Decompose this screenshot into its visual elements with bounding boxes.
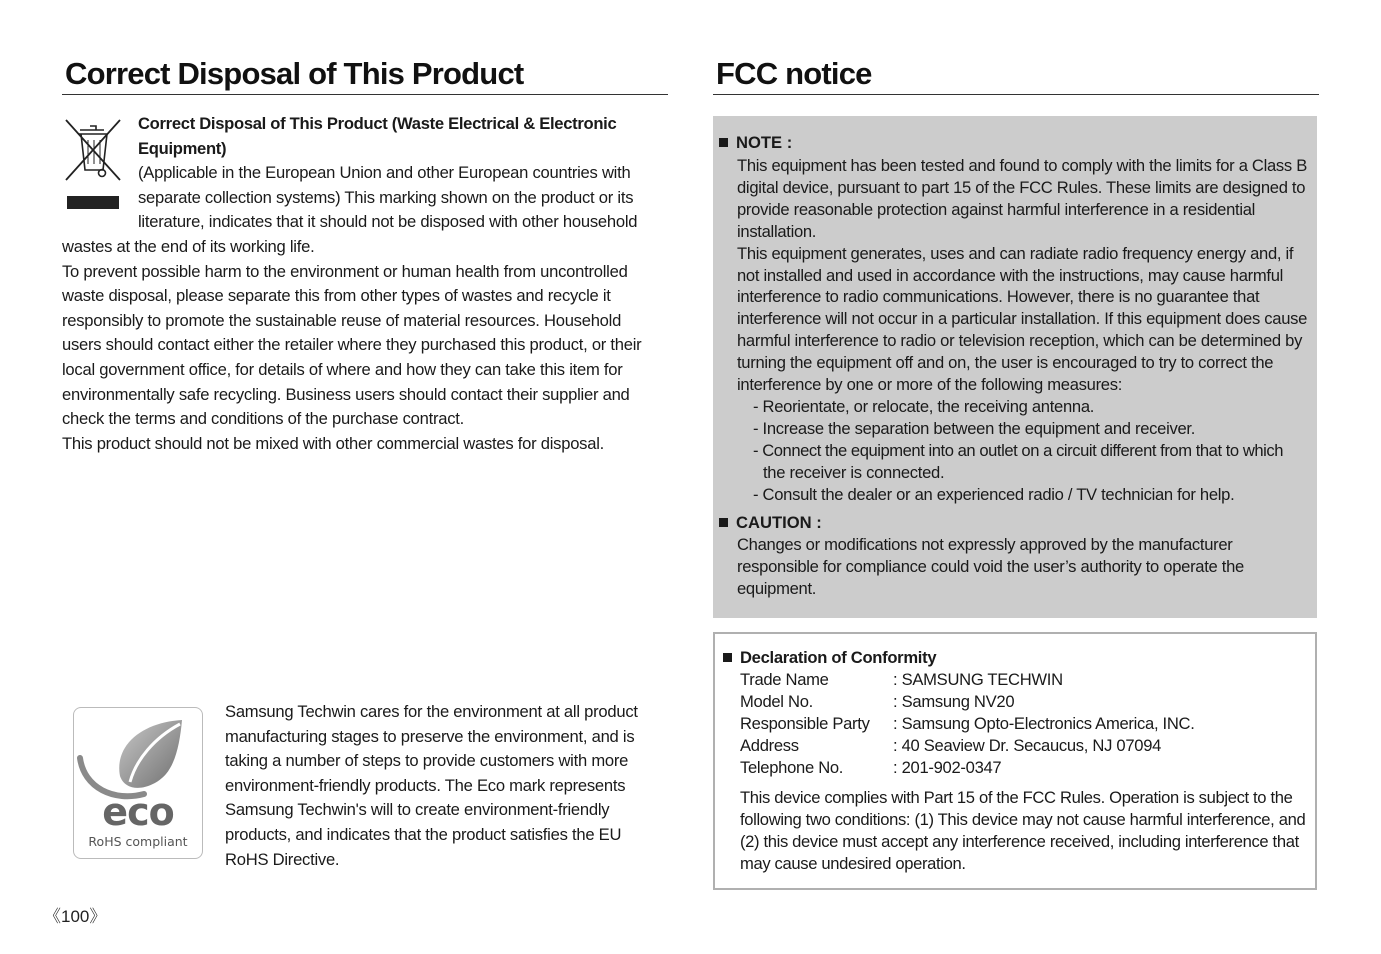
disposal-title: Correct Disposal of This Product: [65, 56, 524, 91]
declaration-row-label: Model No.: [740, 692, 813, 711]
crossed-out-wheelie-bin-icon: [62, 116, 124, 212]
measure-item: - Increase the separation between the equipment and receiver.: [753, 418, 1196, 438]
declaration-label: Declaration of Conformity: [740, 648, 937, 667]
disposal-intro: (Applicable in the European Union and other European countries with separate collection systems) This marking shown on the product or its literature, indicates that it should not be disposed with other household: [138, 163, 638, 232]
bullet-square-icon: [719, 138, 728, 147]
eco-rohs-logo: [73, 707, 203, 859]
declaration-row-label: Trade Name: [740, 670, 829, 689]
caution-label: CAUTION :: [736, 513, 822, 532]
declaration-text: This device complies with Part 15 of the FCC Rules. Operation is subject to the following two conditions: (1) This device may not cause harmful interference, and (2) this device must accept any interference received, including interference that may cause undesired operation.: [740, 788, 1306, 873]
eco-logo-word: eco: [102, 790, 174, 834]
declaration-row: [740, 691, 1195, 713]
eco-description: Samsung Techwin cares for the environment at all product manufacturing stages to preserve the environment, and is taking a number of steps to provide customers with more environment-friendly products. The Eco mark represents Samsung Techwin's will to create environment-friendly products, and indicates that the product satisfies the EU RoHS Directive.: [225, 702, 638, 869]
measure-item: - Reorientate, or relocate, the receiving antenna.: [753, 396, 1095, 416]
bullet-square-icon: [719, 518, 728, 527]
disposal-body: [62, 235, 662, 456]
measure-item: - Consult the dealer or an experienced radio / TV technician for help.: [753, 484, 1235, 504]
note-paragraph-2: This equipment generates, uses and can radiate radio frequency energy and, if not installed and used in accordance with the instructions, may cause harmful interference to radio communications. However, there is no guarantee that interference will not occur in a particular installation. If this equipment does cause harmful interference to radio or television reception, which can be determined by turning the equipment off and on, the user is encouraged to try to correct the interference by one or more of the following measures:: [737, 243, 1308, 395]
disposal-paragraph-2: To prevent possible harm to the environment or human health from uncontrolled waste disposal, please separate this from other types of wastes and recycle it responsibly to promote the sustainable reuse of material resources. Household users should contact either the retailer where they purchased this product, or their local government office, for details of where and how they can take this item for environmentally safe recycling. Business users should contact their supplier and check the terms and conditions of the purchase contract.: [62, 261, 642, 429]
caution-text: Changes or modifications not expressly approved by the manufacturer responsible for compliance could void the user’s authority to operate the equipment.: [737, 535, 1244, 598]
declaration-row-value: : SAMSUNG TECHWIN: [893, 670, 1063, 689]
declaration-row: [740, 713, 1195, 735]
note-paragraph-1: This equipment has been tested and found to comply with the limits for a Class B digital device, pursuant to part 15 of the FCC Rules. These limits are designed to provide reasonable protection against harmful interference in a residential installation.: [737, 156, 1307, 241]
measure-item: - Connect the equipment into an outlet on a circuit different from that to which: [753, 440, 1284, 460]
note-body: [737, 155, 1315, 506]
measure-item-continuation: the receiver is connected.: [763, 462, 945, 482]
bullet-square-icon: [723, 653, 732, 662]
disposal-paragraph-3: This product should not be mixed with other commercial wastes for disposal.: [62, 433, 605, 453]
declaration-row-value: : Samsung NV20: [893, 692, 1015, 711]
disposal-heading: Correct Disposal of This Product (Waste Electrical & Electronic Equipment): [138, 114, 617, 158]
declaration-table: [740, 669, 1195, 779]
note-heading: [719, 132, 792, 154]
declaration-row-label: Address: [740, 736, 799, 755]
disposal-intro-end: wastes at the end of its working life.: [62, 237, 315, 256]
declaration-row: [740, 669, 1195, 691]
page-number: 《100》: [44, 907, 107, 926]
fcc-title: FCC notice: [716, 56, 872, 91]
declaration-row-label: Telephone No.: [740, 758, 844, 777]
declaration-row-label: Responsible Party: [740, 714, 870, 733]
declaration-row-value: : 201-902-0347: [893, 758, 1002, 777]
note-label: NOTE :: [736, 133, 793, 152]
declaration-row-value: : 40 Seaview Dr. Secaucus, NJ 07094: [893, 736, 1162, 755]
fcc-title-rule: [713, 94, 1319, 95]
declaration-row-value: : Samsung Opto-Electronics America, INC.: [893, 714, 1195, 733]
caution-heading: [719, 512, 822, 534]
declaration-row: [740, 757, 1195, 779]
disposal-title-rule: [62, 94, 668, 95]
declaration-heading: [723, 647, 936, 669]
declaration-row: [740, 735, 1195, 757]
eco-logo-caption: RoHS compliant: [88, 834, 188, 849]
